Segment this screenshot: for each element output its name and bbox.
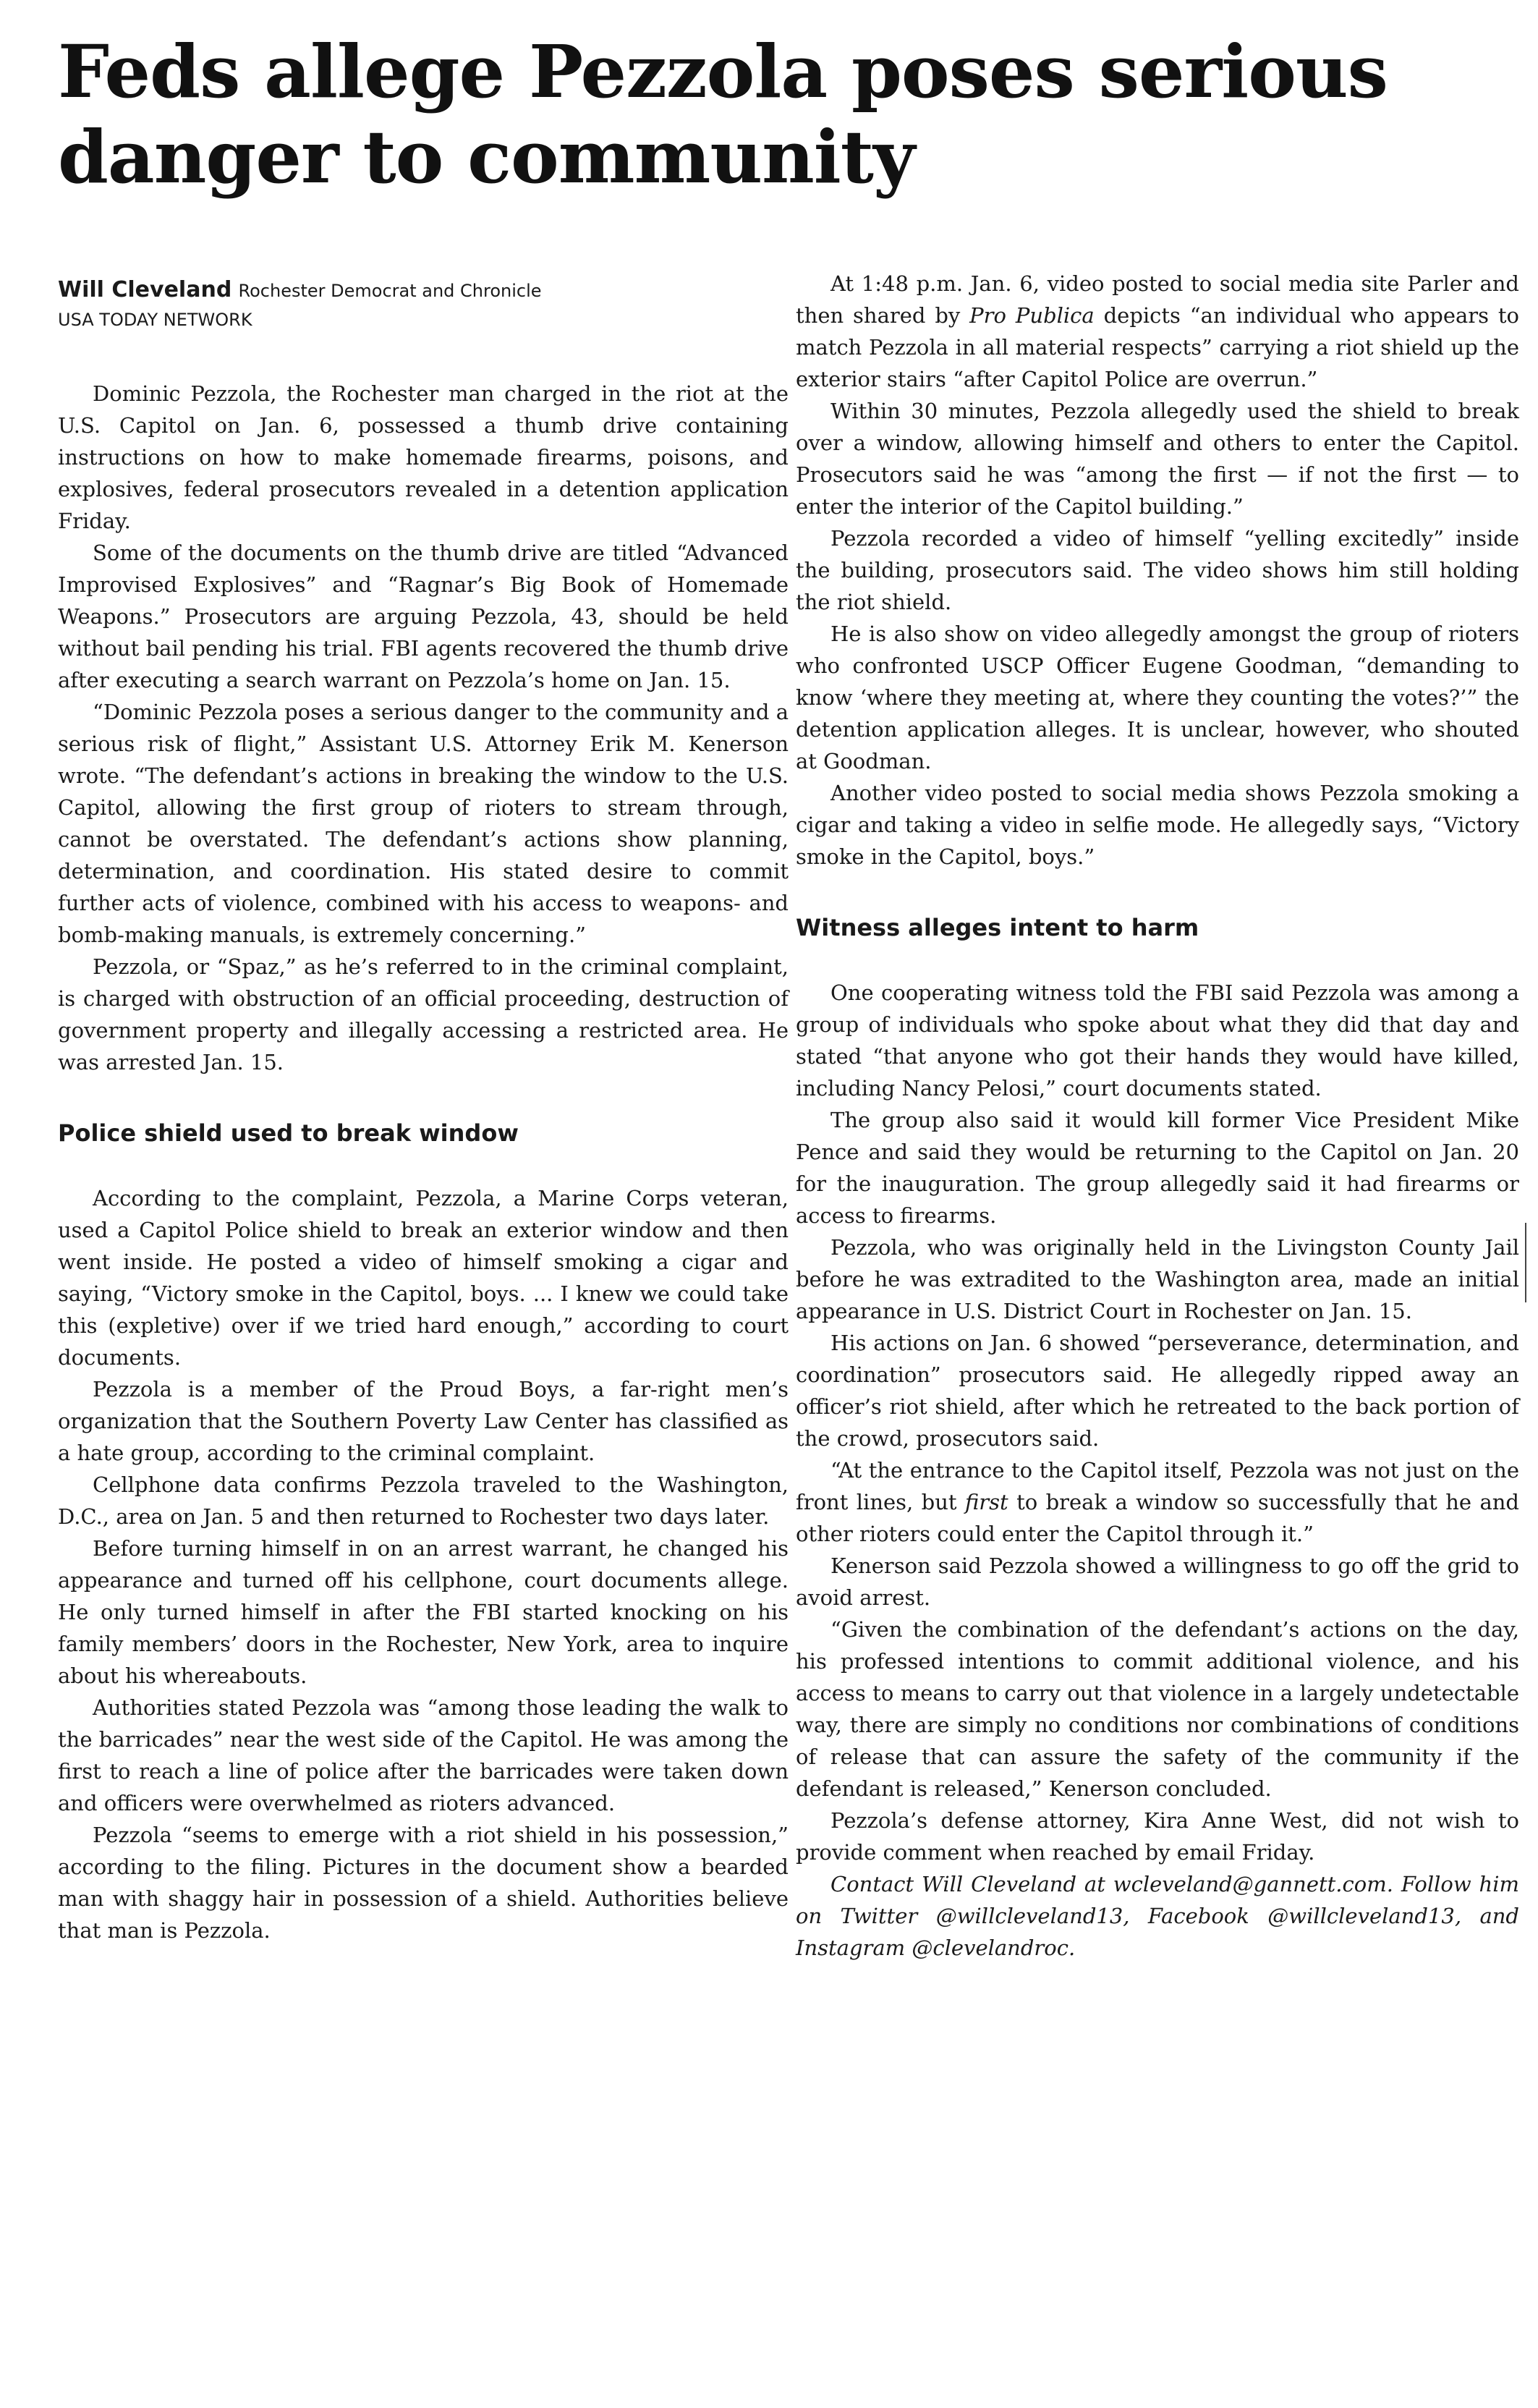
paragraph: “Dominic Pezzola poses a serious danger to the community and a serious risk of flight,” Assistant U.S. Attorney Erik M. Kenerson wrote. “The defendant’s actions in breaking the window to the U.S. Capitol, allowing the first group of rioters to stream through, cannot be overstated. The defendant’s actions show planning, determination, and coordination. His stated desire to commit further acts of violence, combined with his access to weapons- and bomb-making manuals, is extremely concerning.” <box>58 700 789 947</box>
article-column-right <box>796 268 1519 1964</box>
subhead-witness: Witness alleges intent to harm <box>796 914 1199 941</box>
publication-name: Pro Publica <box>969 303 1095 328</box>
byline <box>58 275 789 334</box>
emphasis: first <box>964 1490 1008 1514</box>
text-run: At 1:48 p.m. Jan. 6, video posted to social media site Parler and then shared by <box>796 271 1519 328</box>
paragraph: Within 30 minutes, Pezzola allegedly used the shield to break over a window, allowing himself and others to enter the Capitol. Prosecutors said he was “among the first — if not the first — to enter the interior of the Capitol building.” <box>796 399 1519 519</box>
paragraph <box>796 268 1519 395</box>
byline-network: USA TODAY NETWORK <box>58 310 252 330</box>
paragraph: Cellphone data confirms Pezzola traveled to the Washington, D.C., area on Jan. 5 and then returned to Rochester two days later. <box>58 1472 789 1529</box>
byline-paper: Rochester Democrat and Chronicle <box>238 281 542 301</box>
paragraph: Some of the documents on the thumb drive are titled “Advanced Improvised Explosives” and “Ragnar’s Big Book of Homemade Weapons.” Prosecutors are arguing Pezzola, 43, should be held without bail pending his trial. FBI agents recovered the thumb drive after executing a search warrant on Pezzola’s home on Jan. 15. <box>58 540 789 692</box>
paragraph: The group also said it would kill former Vice President Mike Pence and said they would be returning to the Capitol on Jan. 20 for the inauguration. The group allegedly said it had firearms or access to firearms. <box>796 1108 1519 1228</box>
headline: Feds allege Pezzola poses serious danger to community <box>58 29 1388 200</box>
paragraph: Pezzola, or “Spaz,” as he’s referred to in the criminal complaint, is charged with obstruction of an official proceeding, destruction of government property and illegally accessing a restricted area. He was arrested Jan. 15. <box>58 954 789 1074</box>
text-run: to break a window so successfully that he and other rioters could enter the Capitol through it.” <box>796 1490 1519 1546</box>
article-column-left <box>58 275 789 1946</box>
paragraph: Pezzola is a member of the Proud Boys, a far-right men’s organization that the Southern Poverty Law Center has classified as a hate group, according to the criminal complaint. <box>58 1377 789 1465</box>
contact-info: Contact Will Cleveland at wcleveland@gannett.com. Follow him on Twitter @willcleveland13, Facebook @willcleveland13, and Instagram @clevelandroc. <box>796 1872 1519 1960</box>
paragraph: One cooperating witness told the FBI said Pezzola was among a group of individuals who spoke about what they did that day and stated “that anyone who got their hands they would have killed, including Nancy Pelosi,” court documents stated. <box>796 980 1519 1101</box>
byline-author: Will Cleveland <box>58 277 232 302</box>
paragraph: Another video posted to social media shows Pezzola smoking a cigar and taking a video in selfie mode. He allegedly says, “Victory smoke in the Capitol, boys.” <box>796 781 1519 869</box>
paragraph: Pezzola, who was originally held in the Livingston County Jail before he was extradited to the Washington area, made an initial appearance in U.S. District Court in Rochester on Jan. 15. <box>796 1235 1519 1323</box>
paragraph: Before turning himself in on an arrest warrant, he changed his appearance and turned off his cellphone, court documents allege. He only turned himself in after the FBI started knocking on his family members’ doors in the Rochester, New York, area to inquire about his whereabouts. <box>58 1536 789 1688</box>
margin-rule <box>1525 1223 1526 1302</box>
paragraph: He is also show on video allegedly amongst the group of rioters who confronted USCP Officer Eugene Goodman, “demanding to know ‘where they meeting at, where they counting the votes?’” the detention application alleges. It is unclear, however, who shouted at Goodman. <box>796 622 1519 773</box>
subhead-police-shield: Police shield used to break window <box>58 1119 519 1147</box>
paragraph: According to the complaint, Pezzola, a Marine Corps veteran, used a Capitol Police shield to break an exterior window and then went inside. He posted a video of himself smoking a cigar and saying, “Victory smoke in the Capitol, boys. ... I knew we could take this (expletive) over if we tried hard enough,” according to court documents. <box>58 1186 789 1370</box>
text-run: depicts “an individual who appears to match Pezzola in all material respects” carrying a riot shield up the exterior stairs “after Capitol Police are overrun.” <box>796 303 1520 391</box>
paragraph: Authorities stated Pezzola was “among those leading the walk to the barricades” near the west side of the Capitol. He was among the first to reach a line of police after the barricades were taken down and officers were overwhelmed as rioters advanced. <box>58 1695 789 1815</box>
paragraph: His actions on Jan. 6 showed “perseverance, determination, and coordination” prosecutors said. He allegedly ripped away an officer’s riot shield, after which he retreated to the back portion of the crowd, prosecutors said. <box>796 1331 1519 1451</box>
paragraph: Pezzola’s defense attorney, Kira Anne West, did not wish to provide comment when reached by email Friday. <box>796 1808 1519 1865</box>
paragraph: Kenerson said Pezzola showed a willingness to go off the grid to avoid arrest. <box>796 1553 1519 1610</box>
text-run: “At the entrance to the Capitol itself, Pezzola was not just on the front lines, but <box>796 1458 1519 1514</box>
paragraph: Dominic Pezzola, the Rochester man charged in the riot at the U.S. Capitol on Jan. 6, possessed a thumb drive containing instructions on how to make homemade firearms, poisons, and explosives, federal prosecutors revealed in a detention application Friday. <box>58 381 789 533</box>
paragraph: Pezzola “seems to emerge with a riot shield in his possession,” according to the filing. Pictures in the document show a bearded man with shaggy hair in possession of a shield. Authorities believe that man is Pezzola. <box>58 1823 789 1943</box>
paragraph <box>796 1454 1519 1550</box>
paragraph: “Given the combination of the defendant’s actions on the day, his professed intentions to commit additional violence, and his access to means to carry out that violence in a largely undetectable way, there are simply no conditions nor combinations of conditions of release that can assure the safety of the community if the defendant is released,” Kenerson concluded. <box>796 1617 1519 1801</box>
paragraph: Pezzola recorded a video of himself “yelling excitedly” inside the building, prosecutors said. The video shows him still holding the riot shield. <box>796 526 1519 614</box>
